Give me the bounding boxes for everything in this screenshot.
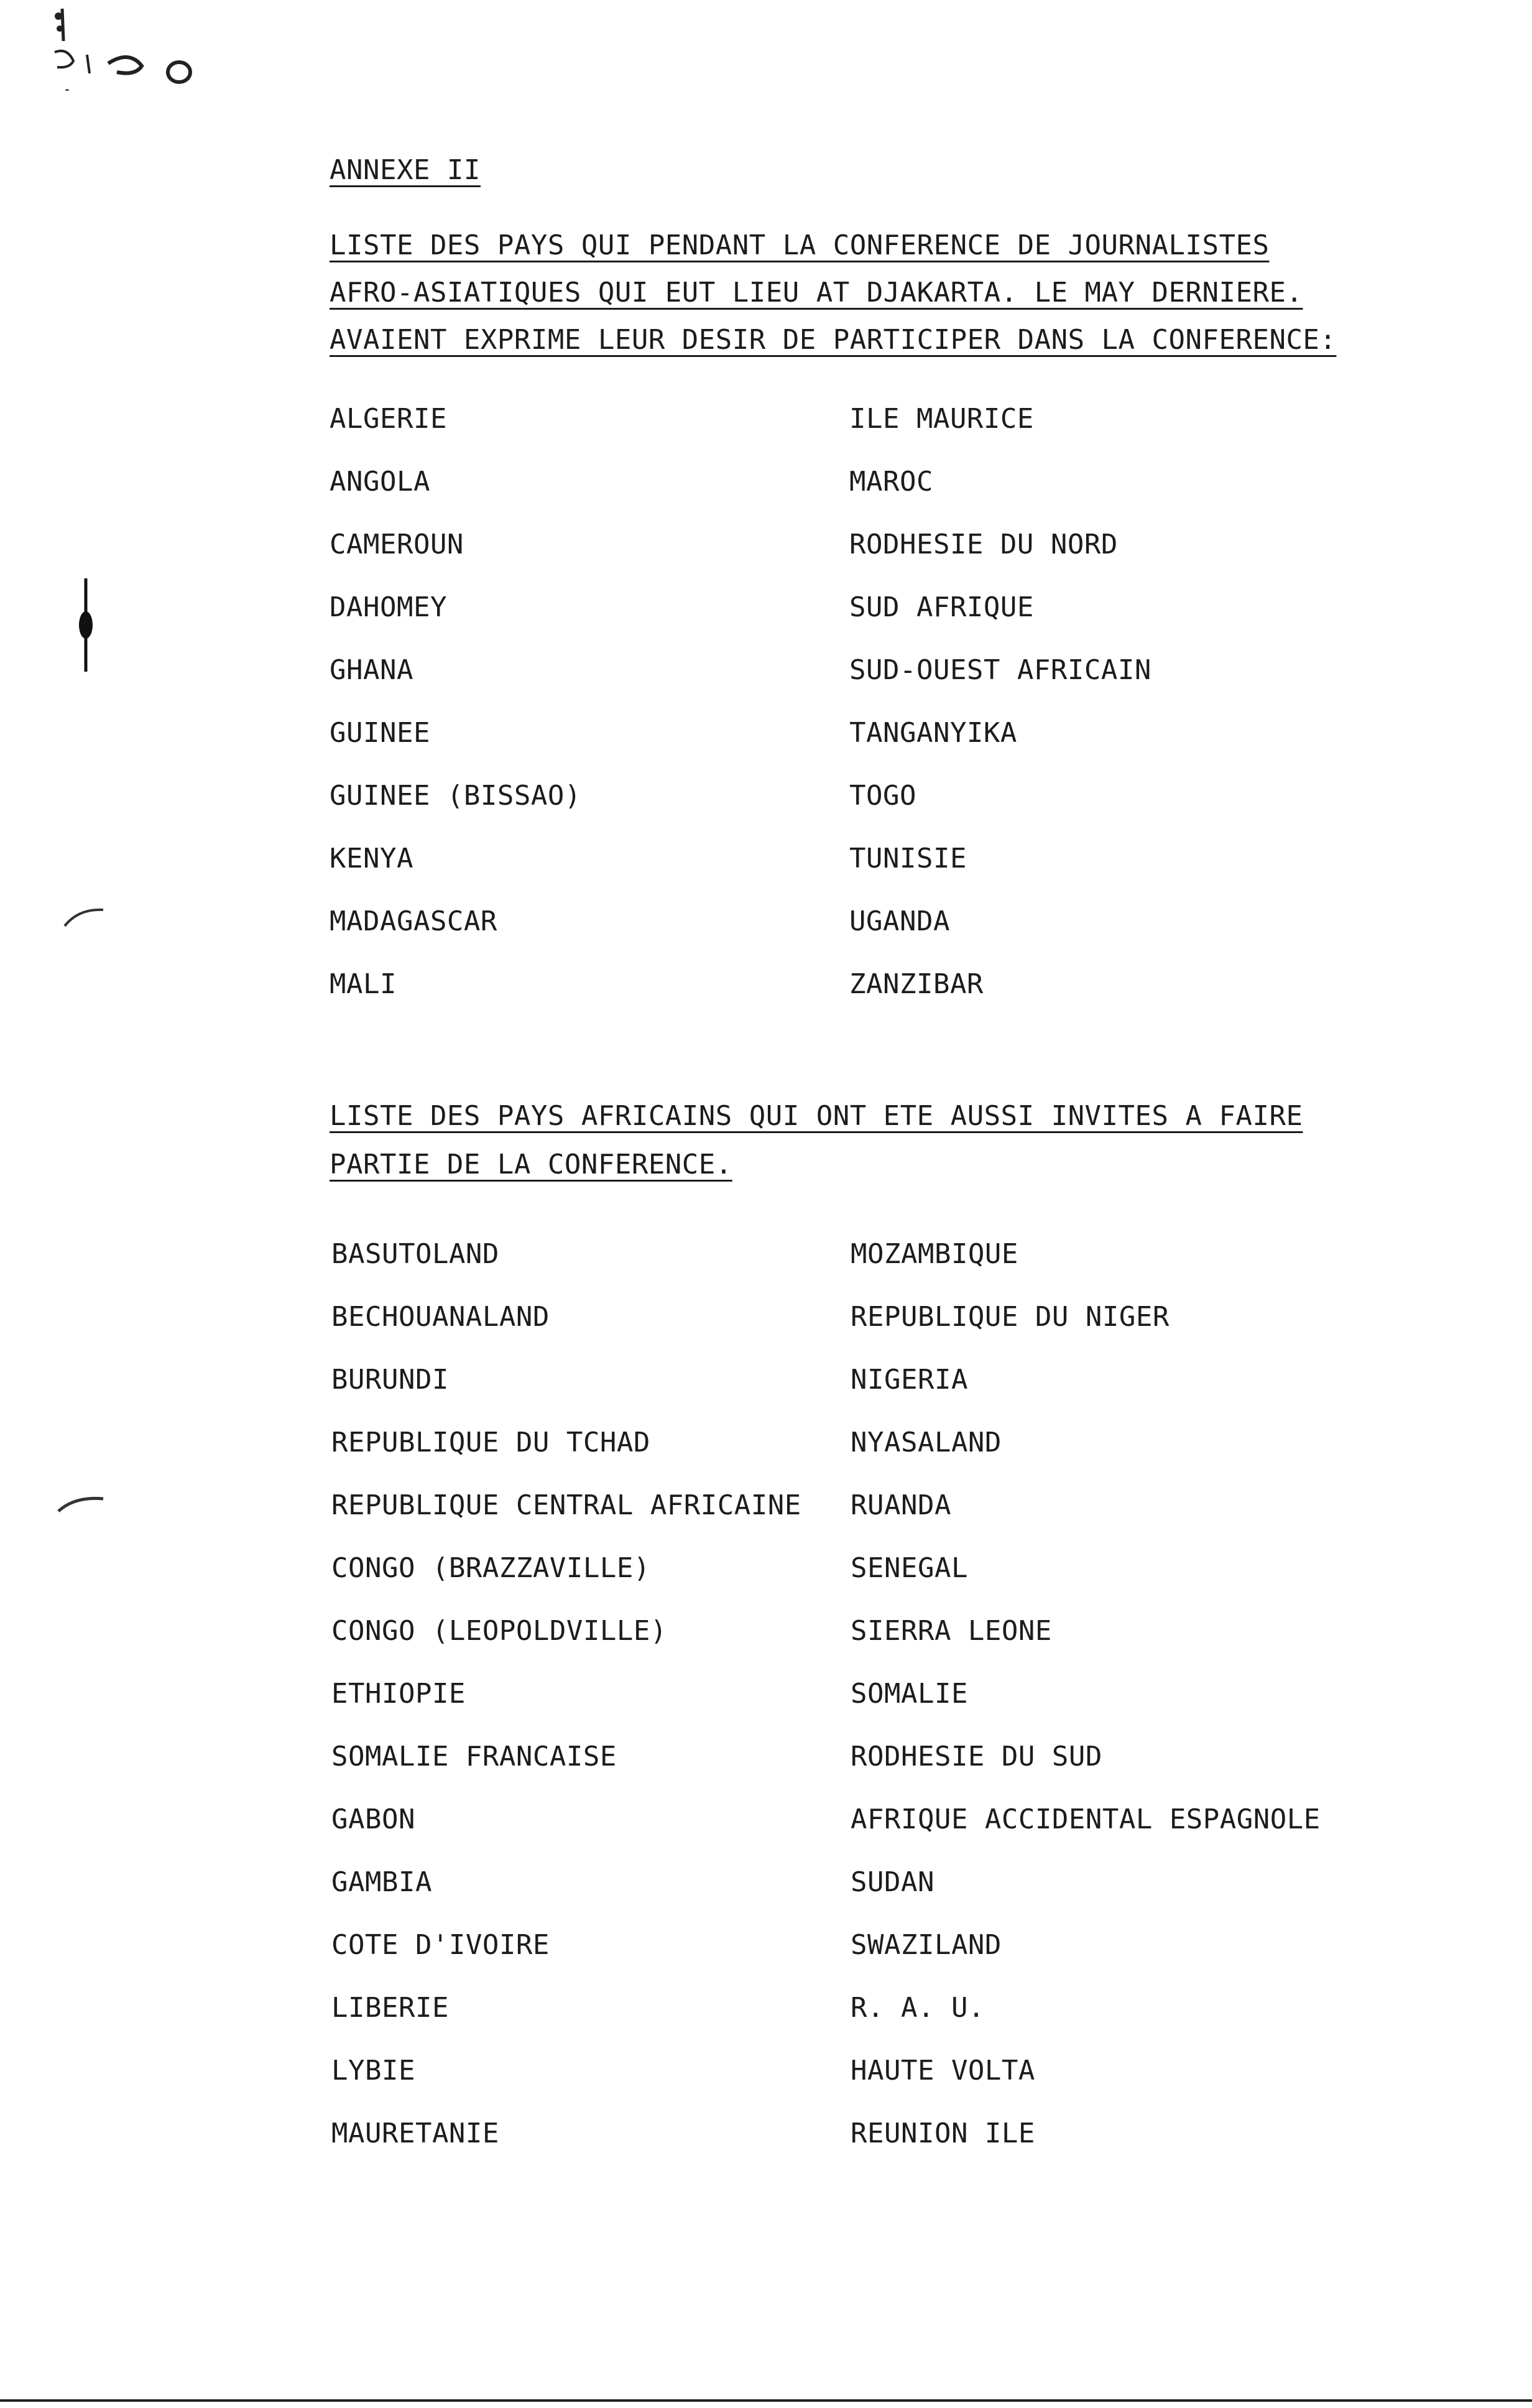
page-bottom-edge [0,2399,1532,2402]
country-item: GUINEE (BISSAO) [330,780,581,812]
country-item: GAMBIA [331,1866,432,1898]
annex-title: ANNEXE II [330,154,481,186]
country-item: ALGERIE [330,403,447,435]
country-item: RODHESIE DU SUD [851,1741,1102,1772]
country-item: R. A. U. [851,1992,985,2024]
country-item: HAUTE VOLTA [851,2055,1035,2086]
country-item: ETHIOPIE [331,1678,466,1710]
section2-heading-line: LISTE DES PAYS AFRICAINS QUI ONT ETE AUSSI INVITES A FAIRE [330,1100,1303,1132]
section1-heading-line: AFRO-ASIATIQUES QUI EUT LIEU AT DJAKARTA. LE MAY DERNIERE. [330,277,1303,308]
country-item: SOMALIE FRANCAISE [331,1741,617,1772]
country-item: ANGOLA [330,466,430,498]
country-item: TUNISIE [849,843,967,874]
country-item: CONGO (LEOPOLDVILLE) [331,1615,667,1647]
country-item: SUDAN [851,1866,934,1898]
handwritten-annotation [48,4,210,91]
margin-mark-curve [62,905,106,930]
country-item: LIBERIE [331,1992,449,2024]
section2-heading-line: PARTIE DE LA CONFERENCE. [330,1149,732,1180]
country-item: RODHESIE DU NORD [849,529,1118,560]
country-item: AFRIQUE ACCIDENTAL ESPAGNOLE [851,1804,1321,1835]
country-item: TANGANYIKA [849,717,1017,749]
country-item: MALI [330,968,397,1000]
country-item: ILE MAURICE [849,403,1034,435]
country-item: REPUBLIQUE CENTRAL AFRICAINE [331,1489,801,1521]
country-item: SIERRA LEONE [851,1615,1052,1647]
country-item: BECHOUANALAND [331,1301,550,1333]
country-item: RUANDA [851,1489,951,1521]
margin-mark-pin [73,578,98,672]
country-item: GABON [331,1804,415,1835]
country-item: CAMEROUN [330,529,464,560]
margin-mark-curve [56,1491,106,1516]
country-item: SENEGAL [851,1552,968,1584]
country-item: SUD AFRIQUE [849,591,1034,623]
country-item: MAROC [849,466,933,498]
country-item: SOMALIE [851,1678,968,1710]
country-item: SUD-OUEST AFRICAIN [849,654,1151,686]
country-item: DAHOMEY [330,591,447,623]
country-item: KENYA [330,843,413,874]
country-item: BASUTOLAND [331,1238,499,1270]
country-item: MADAGASCAR [330,905,497,937]
country-item: UGANDA [849,905,950,937]
country-item: SWAZILAND [851,1929,1002,1961]
country-item: MAURETANIE [331,2118,499,2149]
country-item: CONGO (BRAZZAVILLE) [331,1552,650,1584]
country-item: GUINEE [330,717,430,749]
country-item: REUNION ILE [851,2118,1035,2149]
country-item: MOZAMBIQUE [851,1238,1018,1270]
country-item: NIGERIA [851,1364,968,1396]
country-item: COTE D'IVOIRE [331,1929,550,1961]
country-item: REPUBLIQUE DU TCHAD [331,1427,650,1458]
country-item: BURUNDI [331,1364,449,1396]
section1-heading-line: LISTE DES PAYS QUI PENDANT LA CONFERENCE DE JOURNALISTES [330,229,1270,261]
country-item: NYASALAND [851,1427,1002,1458]
country-item: ZANZIBAR [849,968,984,1000]
country-item: REPUBLIQUE DU NIGER [851,1301,1170,1333]
section1-heading-line: AVAIENT EXPRIME LEUR DESIR DE PARTICIPER DANS LA CONFERENCE: [330,324,1337,356]
country-item: LYBIE [331,2055,415,2086]
country-item: GHANA [330,654,413,686]
country-item: TOGO [849,780,916,812]
